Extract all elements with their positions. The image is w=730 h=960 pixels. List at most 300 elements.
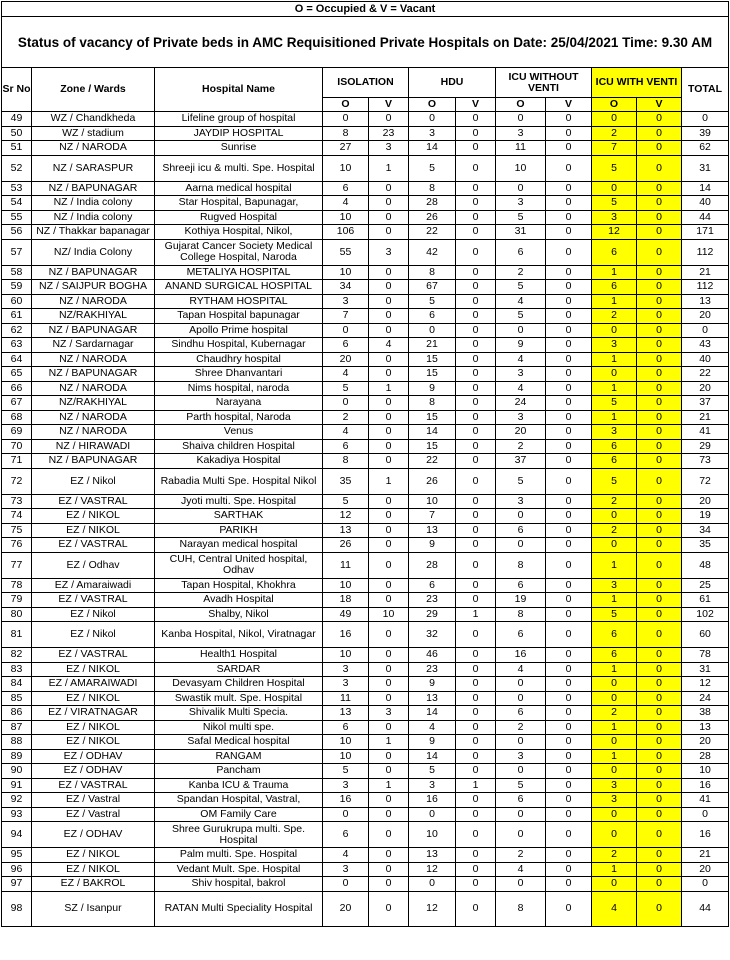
venti-occupied: 1: [592, 720, 637, 735]
zone-ward: NZ / NARODA: [32, 425, 155, 440]
total-beds: 171: [682, 225, 729, 240]
table-row: [2, 126, 729, 141]
sr-no: 58: [2, 265, 32, 280]
isolation-occupied: 10: [323, 578, 369, 593]
zone-ward: NZ / SARASPUR: [32, 155, 155, 181]
sr-no: 95: [2, 848, 32, 863]
isolation-vacant: 0: [369, 822, 409, 848]
total-beds: 34: [682, 523, 729, 538]
icu-vacant: 0: [546, 509, 592, 524]
hdu-vacant: 0: [456, 662, 496, 677]
sr-no: 86: [2, 706, 32, 721]
venti-vacant: 0: [637, 338, 682, 353]
isolation-vacant: 0: [369, 181, 409, 196]
hdu-occupied: 15: [409, 367, 456, 382]
zone-ward: NZ / NARODA: [32, 381, 155, 396]
venti-occupied: 0: [592, 677, 637, 692]
venti-vacant: 0: [637, 891, 682, 926]
hospital-name: Safal Medical hospital: [155, 735, 323, 750]
sr-no: 55: [2, 210, 32, 225]
header-hdu: HDU: [409, 68, 496, 98]
venti-occupied: 3: [592, 425, 637, 440]
hdu-occupied: 46: [409, 648, 456, 663]
icu-vacant: 0: [546, 778, 592, 793]
hdu-occupied: 26: [409, 468, 456, 494]
zone-ward: NZ / BAPUNAGAR: [32, 181, 155, 196]
header-icu-without-venti: ICU WITHOUT VENTI: [496, 68, 592, 98]
isolation-occupied: 4: [323, 425, 369, 440]
sr-no: 71: [2, 454, 32, 469]
sr-no: 60: [2, 294, 32, 309]
venti-vacant: 0: [637, 196, 682, 211]
isolation-vacant: 0: [369, 523, 409, 538]
isolation-occupied: 4: [323, 848, 369, 863]
hdu-occupied: 6: [409, 309, 456, 324]
isolation-vacant: 3: [369, 239, 409, 265]
total-beds: 20: [682, 494, 729, 509]
venti-occupied: 6: [592, 622, 637, 648]
zone-ward: EZ / ODHAV: [32, 749, 155, 764]
isolation-occupied: 7: [323, 309, 369, 324]
hdu-vacant: 0: [456, 677, 496, 692]
hospital-name: Apollo Prime hospital: [155, 323, 323, 338]
isolation-vacant: 0: [369, 425, 409, 440]
venti-occupied: 0: [592, 509, 637, 524]
isolation-vacant: 1: [369, 381, 409, 396]
isolation-occupied: 34: [323, 280, 369, 295]
venti-occupied: 7: [592, 141, 637, 156]
sr-no: 81: [2, 622, 32, 648]
icu-occupied: 3: [496, 494, 546, 509]
sr-no: 56: [2, 225, 32, 240]
zone-ward: NZ / Sardarnagar: [32, 338, 155, 353]
icu-vacant: 0: [546, 396, 592, 411]
isolation-vacant: 0: [369, 309, 409, 324]
isolation-vacant: 0: [369, 677, 409, 692]
total-beds: 112: [682, 280, 729, 295]
isolation-occupied: 0: [323, 112, 369, 127]
isolation-vacant: 0: [369, 265, 409, 280]
icu-vacant: 0: [546, 454, 592, 469]
hdu-occupied: 8: [409, 265, 456, 280]
hdu-vacant: 0: [456, 552, 496, 578]
venti-vacant: 0: [637, 294, 682, 309]
icu-occupied: 3: [496, 749, 546, 764]
isolation-vacant: 1: [369, 155, 409, 181]
hdu-occupied: 8: [409, 396, 456, 411]
sr-no: 88: [2, 735, 32, 750]
isolation-vacant: 0: [369, 323, 409, 338]
icu-vacant: 0: [546, 552, 592, 578]
hdu-vacant: 1: [456, 778, 496, 793]
sr-no: 72: [2, 468, 32, 494]
icu-occupied: 4: [496, 294, 546, 309]
hospital-name: Tapan Hospital bapunagar: [155, 309, 323, 324]
isolation-occupied: 6: [323, 822, 369, 848]
total-beds: 20: [682, 862, 729, 877]
icu-vacant: 0: [546, 225, 592, 240]
isolation-occupied: 12: [323, 509, 369, 524]
hdu-vacant: 0: [456, 439, 496, 454]
hdu-occupied: 0: [409, 323, 456, 338]
isolation-occupied: 3: [323, 778, 369, 793]
total-beds: 61: [682, 593, 729, 608]
icu-occupied: 0: [496, 323, 546, 338]
isolation-vacant: 10: [369, 607, 409, 622]
hdu-vacant: 0: [456, 848, 496, 863]
header-hdu-occupied: O: [409, 98, 456, 112]
isolation-vacant: 0: [369, 862, 409, 877]
hdu-occupied: 9: [409, 677, 456, 692]
icu-occupied: 2: [496, 439, 546, 454]
sr-no: 53: [2, 181, 32, 196]
hdu-vacant: 0: [456, 764, 496, 779]
venti-vacant: 0: [637, 425, 682, 440]
venti-occupied: 2: [592, 523, 637, 538]
zone-ward: EZ / NIKOL: [32, 662, 155, 677]
table-row: [2, 538, 729, 553]
icu-vacant: 0: [546, 677, 592, 692]
isolation-occupied: 10: [323, 648, 369, 663]
icu-vacant: 0: [546, 662, 592, 677]
isolation-vacant: 0: [369, 662, 409, 677]
venti-occupied: 6: [592, 439, 637, 454]
icu-occupied: 5: [496, 309, 546, 324]
venti-occupied: 0: [592, 181, 637, 196]
hospital-name: SARTHAK: [155, 509, 323, 524]
isolation-vacant: 0: [369, 648, 409, 663]
hdu-vacant: 0: [456, 155, 496, 181]
icu-vacant: 0: [546, 126, 592, 141]
icu-occupied: 24: [496, 396, 546, 411]
zone-ward: NZ/RAKHIYAL: [32, 309, 155, 324]
hdu-vacant: 0: [456, 891, 496, 926]
hospital-name: Vedant Mult. Spe. Hospital: [155, 862, 323, 877]
table-row: [2, 877, 729, 892]
isolation-vacant: 0: [369, 807, 409, 822]
table-row: [2, 265, 729, 280]
table-row: [2, 454, 729, 469]
isolation-vacant: 0: [369, 720, 409, 735]
hdu-occupied: 22: [409, 454, 456, 469]
zone-ward: EZ / BAKROL: [32, 877, 155, 892]
hospital-name: OM Family Care: [155, 807, 323, 822]
table-row: [2, 691, 729, 706]
venti-vacant: 0: [637, 720, 682, 735]
venti-vacant: 0: [637, 552, 682, 578]
isolation-occupied: 0: [323, 807, 369, 822]
icu-vacant: 0: [546, 338, 592, 353]
icu-occupied: 11: [496, 141, 546, 156]
sr-no: 77: [2, 552, 32, 578]
isolation-occupied: 20: [323, 352, 369, 367]
zone-ward: NZ / NARODA: [32, 352, 155, 367]
venti-occupied: 2: [592, 126, 637, 141]
isolation-vacant: 0: [369, 352, 409, 367]
isolation-occupied: 3: [323, 677, 369, 692]
total-beds: 48: [682, 552, 729, 578]
hdu-occupied: 15: [409, 352, 456, 367]
hdu-occupied: 21: [409, 338, 456, 353]
icu-occupied: 0: [496, 691, 546, 706]
vacancy-sheet: [1, 1, 728, 927]
hospital-name: Venus: [155, 425, 323, 440]
table-row: [2, 381, 729, 396]
icu-occupied: 8: [496, 891, 546, 926]
venti-vacant: 0: [637, 410, 682, 425]
table-row: [2, 607, 729, 622]
table-row: [2, 239, 729, 265]
icu-vacant: 0: [546, 280, 592, 295]
zone-ward: EZ / ODHAV: [32, 764, 155, 779]
zone-ward: NZ / NARODA: [32, 141, 155, 156]
hdu-vacant: 0: [456, 735, 496, 750]
table-row: [2, 706, 729, 721]
total-beds: 72: [682, 468, 729, 494]
icu-occupied: 3: [496, 410, 546, 425]
isolation-vacant: 0: [369, 691, 409, 706]
total-beds: 31: [682, 662, 729, 677]
icu-vacant: 0: [546, 891, 592, 926]
hdu-occupied: 16: [409, 793, 456, 808]
hospital-name: Shaiva children Hospital: [155, 439, 323, 454]
hospital-name: CUH, Central United hospital, Odhav: [155, 552, 323, 578]
isolation-vacant: 0: [369, 396, 409, 411]
venti-vacant: 0: [637, 280, 682, 295]
venti-vacant: 0: [637, 877, 682, 892]
header-icu-with-venti: ICU WITH VENTI: [592, 68, 682, 98]
header-zone-wards: Zone / Wards: [32, 68, 155, 112]
hdu-occupied: 13: [409, 523, 456, 538]
zone-ward: EZ / NIKOL: [32, 523, 155, 538]
venti-occupied: 2: [592, 848, 637, 863]
icu-vacant: 0: [546, 648, 592, 663]
icu-vacant: 0: [546, 323, 592, 338]
venti-vacant: 0: [637, 622, 682, 648]
icu-occupied: 5: [496, 280, 546, 295]
total-beds: 13: [682, 720, 729, 735]
icu-vacant: 0: [546, 210, 592, 225]
venti-vacant: 0: [637, 509, 682, 524]
total-beds: 41: [682, 425, 729, 440]
venti-vacant: 0: [637, 764, 682, 779]
icu-occupied: 6: [496, 523, 546, 538]
total-beds: 112: [682, 239, 729, 265]
venti-occupied: 6: [592, 648, 637, 663]
header-venti-occupied: O: [592, 98, 637, 112]
venti-vacant: 0: [637, 807, 682, 822]
isolation-vacant: 0: [369, 112, 409, 127]
hdu-occupied: 15: [409, 439, 456, 454]
table-row: [2, 225, 729, 240]
sr-no: 59: [2, 280, 32, 295]
hdu-vacant: 0: [456, 210, 496, 225]
icu-occupied: 0: [496, 807, 546, 822]
hdu-vacant: 0: [456, 181, 496, 196]
sr-no: 51: [2, 141, 32, 156]
venti-occupied: 3: [592, 210, 637, 225]
icu-occupied: 6: [496, 578, 546, 593]
hdu-occupied: 3: [409, 126, 456, 141]
venti-vacant: 0: [637, 468, 682, 494]
icu-occupied: 3: [496, 196, 546, 211]
hdu-vacant: 0: [456, 309, 496, 324]
isolation-vacant: 0: [369, 294, 409, 309]
isolation-occupied: 20: [323, 891, 369, 926]
table-row: [2, 338, 729, 353]
total-beds: 0: [682, 807, 729, 822]
hospital-name: Kanba Hospital, Nikol, Viratnagar: [155, 622, 323, 648]
icu-vacant: 0: [546, 848, 592, 863]
isolation-occupied: 4: [323, 196, 369, 211]
total-beds: 29: [682, 439, 729, 454]
zone-ward: EZ / ODHAV: [32, 822, 155, 848]
hospital-name: Gujarat Cancer Society Medical College Hospital, Naroda: [155, 239, 323, 265]
sr-no: 91: [2, 778, 32, 793]
table-row: [2, 352, 729, 367]
venti-vacant: 0: [637, 793, 682, 808]
total-beds: 13: [682, 294, 729, 309]
hdu-occupied: 9: [409, 381, 456, 396]
total-beds: 16: [682, 822, 729, 848]
hospital-name: Spandan Hospital, Vastral,: [155, 793, 323, 808]
table-row: [2, 735, 729, 750]
hospital-name: Shivalik Multi Specia.: [155, 706, 323, 721]
hospital-name: Lifeline group of hospital: [155, 112, 323, 127]
hospital-name: Kanba ICU & Trauma: [155, 778, 323, 793]
icu-vacant: 0: [546, 181, 592, 196]
zone-ward: NZ / NARODA: [32, 410, 155, 425]
isolation-vacant: 0: [369, 891, 409, 926]
venti-vacant: 0: [637, 265, 682, 280]
hdu-occupied: 3: [409, 778, 456, 793]
icu-occupied: 4: [496, 662, 546, 677]
hdu-occupied: 42: [409, 239, 456, 265]
hdu-occupied: 13: [409, 691, 456, 706]
sr-no: 90: [2, 764, 32, 779]
table-row: [2, 622, 729, 648]
hdu-vacant: 0: [456, 141, 496, 156]
total-beds: 0: [682, 323, 729, 338]
venti-occupied: 3: [592, 778, 637, 793]
header-isolation-occupied: O: [323, 98, 369, 112]
header-icu-vacant: V: [546, 98, 592, 112]
sr-no: 85: [2, 691, 32, 706]
venti-occupied: 1: [592, 593, 637, 608]
zone-ward: EZ / VASTRAL: [32, 778, 155, 793]
hdu-vacant: 0: [456, 468, 496, 494]
sr-no: 64: [2, 352, 32, 367]
hdu-vacant: 0: [456, 749, 496, 764]
icu-vacant: 0: [546, 706, 592, 721]
icu-vacant: 0: [546, 822, 592, 848]
icu-vacant: 0: [546, 367, 592, 382]
hdu-occupied: 14: [409, 706, 456, 721]
icu-vacant: 0: [546, 807, 592, 822]
icu-occupied: 0: [496, 735, 546, 750]
header-hospital-name: Hospital Name: [155, 68, 323, 112]
total-beds: 102: [682, 607, 729, 622]
table-row: [2, 764, 729, 779]
hospital-name: RATAN Multi Speciality Hospital: [155, 891, 323, 926]
table-row: [2, 323, 729, 338]
icu-vacant: 0: [546, 538, 592, 553]
total-beds: 43: [682, 338, 729, 353]
isolation-vacant: 1: [369, 468, 409, 494]
isolation-vacant: 1: [369, 735, 409, 750]
isolation-vacant: 0: [369, 280, 409, 295]
zone-ward: EZ / NIKOL: [32, 735, 155, 750]
zone-ward: NZ / India colony: [32, 196, 155, 211]
sr-no: 96: [2, 862, 32, 877]
hdu-occupied: 4: [409, 720, 456, 735]
total-beds: 39: [682, 126, 729, 141]
venti-vacant: 0: [637, 141, 682, 156]
table-row: [2, 848, 729, 863]
isolation-occupied: 18: [323, 593, 369, 608]
hospital-name: Shreeji icu & multi. Spe. Hospital: [155, 155, 323, 181]
venti-occupied: 1: [592, 410, 637, 425]
page-title: Status of vacancy of Private beds in AMC Requisitioned Private Hospitals on Date: 25/04/2021 Time: 9.30 AM: [2, 17, 729, 68]
total-beds: 37: [682, 396, 729, 411]
hdu-vacant: 0: [456, 225, 496, 240]
hdu-vacant: 0: [456, 265, 496, 280]
isolation-vacant: 0: [369, 367, 409, 382]
hdu-occupied: 12: [409, 891, 456, 926]
hospital-name: Avadh Hospital: [155, 593, 323, 608]
header-icu-occupied: O: [496, 98, 546, 112]
table-row: [2, 807, 729, 822]
venti-vacant: 0: [637, 352, 682, 367]
isolation-vacant: 0: [369, 793, 409, 808]
icu-occupied: 0: [496, 822, 546, 848]
sr-no: 94: [2, 822, 32, 848]
venti-occupied: 0: [592, 807, 637, 822]
hdu-occupied: 28: [409, 196, 456, 211]
hdu-vacant: 0: [456, 706, 496, 721]
venti-occupied: 0: [592, 764, 637, 779]
zone-ward: EZ / VASTRAL: [32, 593, 155, 608]
zone-ward: EZ / Nikol: [32, 622, 155, 648]
sr-no: 82: [2, 648, 32, 663]
hdu-vacant: 0: [456, 862, 496, 877]
isolation-vacant: 0: [369, 439, 409, 454]
header-isolation-vacant: V: [369, 98, 409, 112]
sr-no: 98: [2, 891, 32, 926]
total-beds: 28: [682, 749, 729, 764]
venti-vacant: 0: [637, 225, 682, 240]
venti-occupied: 1: [592, 662, 637, 677]
hdu-occupied: 22: [409, 225, 456, 240]
hdu-vacant: 0: [456, 112, 496, 127]
hdu-vacant: 0: [456, 822, 496, 848]
total-beds: 40: [682, 196, 729, 211]
total-beds: 0: [682, 112, 729, 127]
total-beds: 20: [682, 381, 729, 396]
isolation-occupied: 3: [323, 862, 369, 877]
isolation-vacant: 0: [369, 749, 409, 764]
hdu-occupied: 15: [409, 410, 456, 425]
icu-occupied: 0: [496, 764, 546, 779]
hospital-name: Sunrise: [155, 141, 323, 156]
isolation-occupied: 13: [323, 706, 369, 721]
hospital-name: Shiv hospital, bakrol: [155, 877, 323, 892]
icu-occupied: 10: [496, 155, 546, 181]
table-row: [2, 439, 729, 454]
sr-no: 49: [2, 112, 32, 127]
table-row: [2, 196, 729, 211]
isolation-occupied: 3: [323, 662, 369, 677]
